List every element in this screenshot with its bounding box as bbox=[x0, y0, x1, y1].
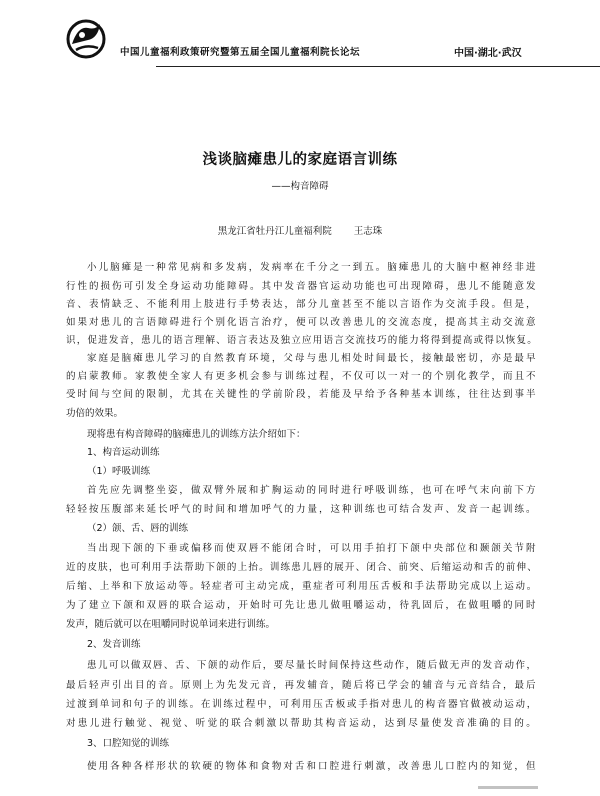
body-line: 患儿可以做双唇、舌、下颌的动作后，要尽量长时间保持这些动作，随后做无声的发音动作， bbox=[87, 660, 538, 671]
body-line: 行性的损伤可引发全身运动功能障碍。其中发音器官运动功能也可出现障碍，患儿不能随意发 bbox=[66, 281, 538, 292]
subsection-heading: （1）呼吸训练 bbox=[87, 466, 151, 477]
body-line: 发声，随后就可以在咀嚼同时说单词来进行训练。 bbox=[66, 619, 276, 630]
article-subtitle: ——构音障碍 bbox=[271, 181, 329, 192]
body-line: 如果对患儿的言语障碍进行个别化语言治疗，便可以改善患儿的交流态度，提高其主动交流意 bbox=[66, 317, 538, 328]
body-line: 为了建立下颌和双唇的联合运动，开始时可先让患儿做咀嚼运动，待乳固后，在做咀嚼的同时 bbox=[66, 600, 538, 611]
body-line: 过渡到单词和句子的训练。在训练过程中，可利用压舌板或手指对患儿的构音器官做被动运动， bbox=[66, 699, 538, 710]
body-line: 对患儿进行触觉、视觉、听觉的联合刺激以帮助其构音运动，达到尽量使发音准确的目的。 bbox=[66, 718, 539, 729]
article-title: 浅谈脑瘫患儿的家庭语言训练 bbox=[202, 152, 398, 168]
body-line: 音、表情缺乏、不能利用上肢进行手势表达，部分儿童甚至不能以言语作为交流手段。但是， bbox=[66, 299, 538, 310]
body-line: 的启蒙教师。家教使全家人有更多机会参与训练过程，不仅可以一对一的个别化教学，而且不 bbox=[66, 371, 538, 382]
section-heading: 2、发音训练 bbox=[87, 639, 141, 650]
section-heading: 3、口腔知觉的训练 bbox=[87, 738, 170, 749]
body-line: 当出现下颌的下垂或偏移而使双唇不能闭合时，可以用手拍打下颌中央部位和颞颌关节附 bbox=[87, 543, 538, 554]
scan-smudge bbox=[478, 786, 538, 789]
conference-location: 中国·湖北·武汉 bbox=[454, 48, 522, 59]
body-line: 功倍的效果。 bbox=[66, 408, 124, 419]
page-header bbox=[62, 18, 562, 64]
conference-logo-icon bbox=[62, 18, 110, 60]
author-affiliation: 黑龙江省牡丹江儿童福利院 bbox=[217, 226, 332, 237]
subsection-heading: （2）颌、舌、唇的训练 bbox=[87, 523, 189, 534]
body-line: 现将患有构音障碍的脑瘫患儿的训练方法介绍如下： bbox=[87, 429, 306, 440]
section-heading: 1、构音运动训练 bbox=[87, 447, 160, 458]
body-line: 家庭是脑瘫患儿学习的自然教育环境，父母与患儿相处时间最长，接触最密切，亦是最早 bbox=[87, 353, 538, 364]
header-divider bbox=[156, 66, 600, 67]
body-line: 首先应先调整坐姿，做双臂外展和扩胸运动的同时进行呼吸训练，也可在呼气末向前下方 bbox=[87, 485, 538, 496]
body-line: 轻轻按压腹部来延长呼气的时间和增加呼气的力量，这种训练也可结合发声、发音一起训练。 bbox=[66, 504, 538, 515]
body-line: 小儿脑瘫是一种常见病和多发病，发病率在千分之一到五。脑瘫患儿的大脑中枢神经非进 bbox=[87, 262, 538, 273]
body-line: 最后轻声引出目的音。原则上为先发元音，再发辅音，随后将已学会的辅音与元音结合，最后 bbox=[66, 680, 538, 691]
author-line bbox=[0, 223, 600, 237]
body-line: 识，促进发音，患儿的语言理解、语言表达及独立应用语言交流技巧的能力将得到提高或得以恢复。 bbox=[66, 335, 538, 346]
body-line: 近的皮肤，也可利用手法帮助下颌的上抬。训练患儿唇的展开、闭合、前突、后缩运动和舌的前伸、 bbox=[66, 562, 538, 573]
author-name: 王志珠 bbox=[353, 226, 383, 237]
body-line: 受时间与空间的限制，尤其在关键性的学前阶段，若能及早给予各种基本训练，往往达到事半 bbox=[66, 389, 538, 400]
body-line: 后缩、上举和下放运动等。轻症者可主动完成，重症者可利用压舌板和手法帮助完成以上运动。 bbox=[66, 581, 538, 592]
body-line: 使用各种各样形状的软硬的物体和食物对舌和口腔进行刺激，改善患儿口腔内的知觉，但 bbox=[87, 761, 538, 772]
conference-title: 中国儿童福利政策研究暨第五届全国儿童福利院长论坛 bbox=[120, 47, 361, 58]
